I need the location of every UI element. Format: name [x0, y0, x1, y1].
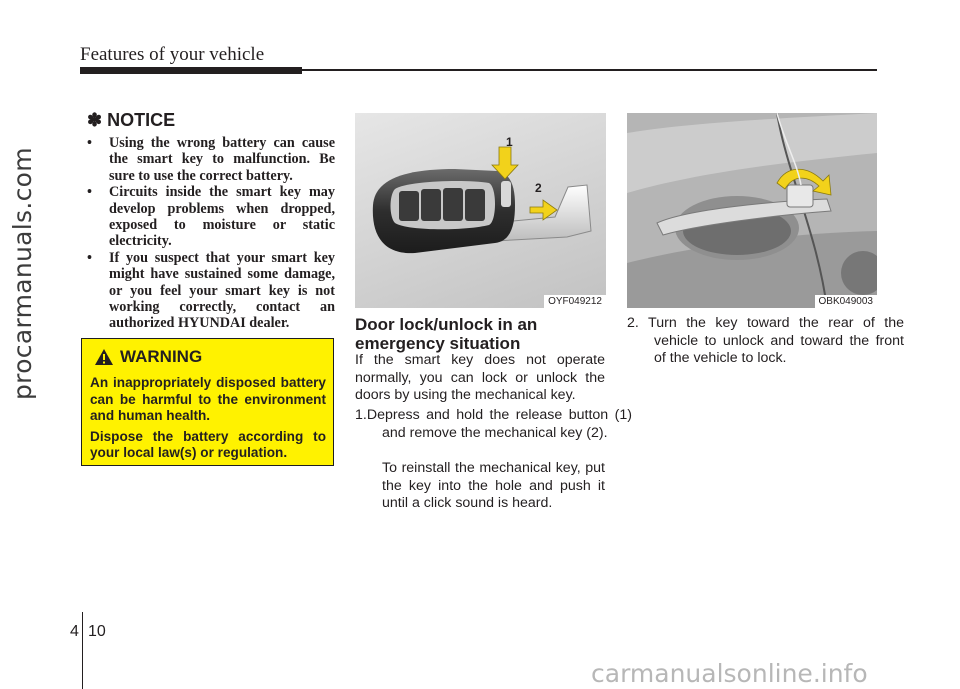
warning-paragraph: Dispose the battery according to your local law(s) or regulation. [90, 428, 326, 460]
door-handle-figure [627, 113, 877, 308]
notice-item: • If you suspect that your smart key might have sustained some damage, or you feel your smart key is not working correctly, contact an authorized HYUNDAI dealer. [87, 250, 335, 332]
smart-key-figure [355, 113, 606, 308]
bottom-watermark: carmanualsonline.info [591, 659, 868, 688]
warning-header [94, 347, 202, 367]
side-watermark: procarmanuals.com [8, 147, 37, 400]
step-2: 2. Turn the key toward the rear of the vehicle to unlock and toward the front of the vehicle to lock. [627, 315, 904, 367]
notice-list [87, 135, 335, 332]
smart-key-illustration [355, 113, 606, 308]
notice-item: • Circuits inside the smart key may develop problems when dropped, exposed to moisture or static electricity. [87, 184, 335, 250]
footer-divider [82, 612, 83, 689]
page-number: 10 [88, 623, 106, 640]
step-1-note: To reinstall the mechanical key, put the key into the hole and push it until a click sound is heard. [382, 460, 605, 512]
page-header-title: Features of your vehicle [80, 44, 265, 65]
step-1: 1.Depress and hold the release button (1) and remove the mechanical key (2). [355, 407, 632, 441]
warning-text [90, 375, 326, 466]
figure-callout-2: 2 [535, 181, 542, 195]
chapter-number: 4 [70, 623, 79, 640]
figure-callout-1: 1 [506, 135, 513, 149]
warning-triangle-icon [94, 348, 114, 366]
figure-code: OBK049003 [815, 295, 878, 308]
figure-code: OYF049212 [544, 295, 606, 308]
header-bar [80, 67, 302, 74]
notice-title: ✽ NOTICE [87, 110, 176, 130]
door-handle-illustration [627, 113, 877, 308]
warning-paragraph: An inappropriately disposed battery can be harmful to the environment and human health. [90, 375, 326, 423]
warning-box [81, 338, 334, 466]
notice-item: • Using the wrong battery can cause the smart key to malfunction. Be sure to use the correct battery. [87, 135, 335, 184]
section-intro: If the smart key does not operate normally, you can lock or unlock the doors by using the mechanical key. [355, 352, 605, 404]
header-rule [302, 69, 877, 71]
warning-title: WARNING [120, 347, 203, 366]
section-title: Door lock/unlock in an emergency situation [355, 315, 538, 353]
